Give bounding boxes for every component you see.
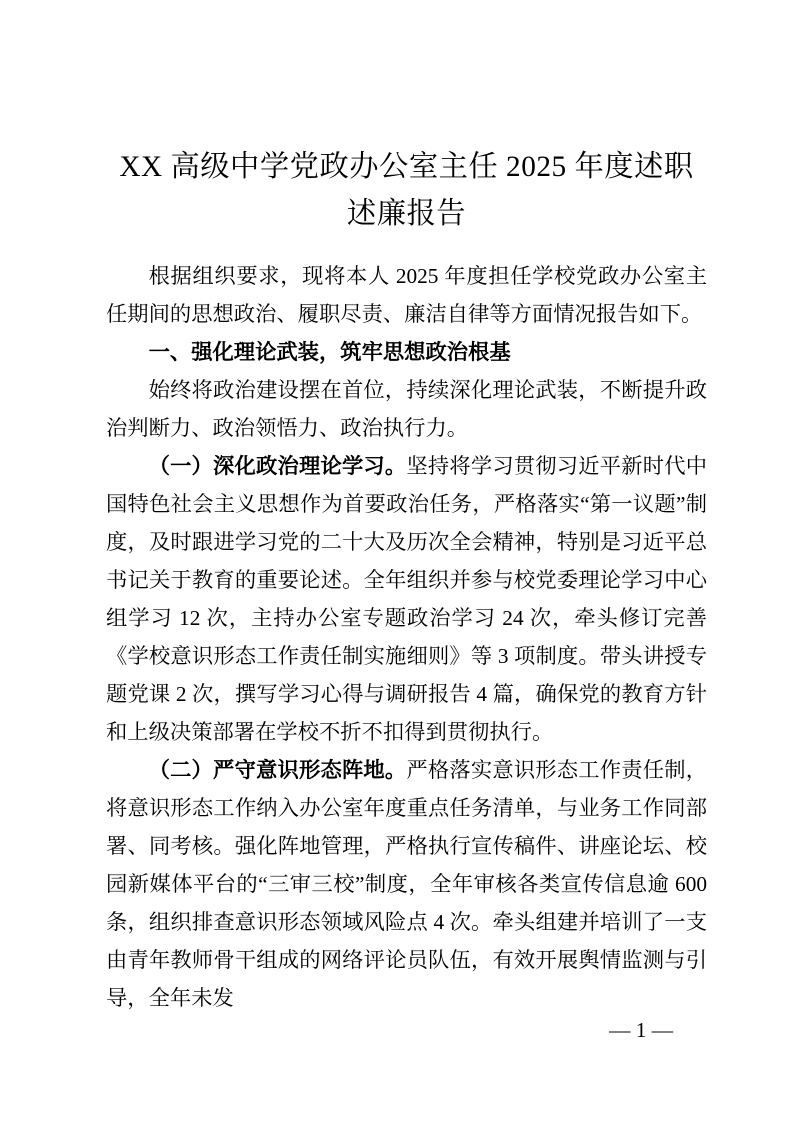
document-content [106,0,707,1017]
intro-paragraph: 根据组织要求，现将本人 2025 年度担任学校党政办公室主任期间的思想政治、履职尽责、廉洁自律等方面情况报告如下。 [106,264,707,326]
section-1-heading: 一、强化理论武装，筑牢思想政治根基 [148,340,511,364]
subsection-1-1-text: 坚持将学习贯彻习近平新时代中国特色社会主义思想作为首要政治任务，严格落实“第一议题”制度，及时跟进学习党的二十大及历次全会精神，特别是习近平总书记关于教育的重要论述。全年组织并参与校党委理论学习中心组学习 12 次，主持办公室专题政治学习 24 次，牵头修订完善《学校意识形态工作责任制实施细则》等 3 项制度。带头讲授专题党课 2 次，撰写学习心得与调研报告 4 篇，确保党的教育方针和上级决策部署在学校不折不扣得到贯彻执行。 [106,454,707,744]
subsection-1-1-paragraph [106,447,707,751]
section-1-overview-paragraph: 始终将政治建设摆在首位，持续深化理论武装，不断提升政治判断力、政治领悟力、政治执行力。 [106,378,707,440]
page-number: — 1 — [609,1018,673,1042]
subsection-1-2-lead: （二）严守意识形态阵地。 [148,758,407,782]
document-title: XX 高级中学党政办公室主任 2025 年度述职述廉报告 [119,151,694,230]
subsection-1-1-lead: （一）深化政治理论学习。 [148,454,407,478]
subsection-1-2-paragraph [106,751,707,1017]
subsection-1-2-text: 严格落实意识形态工作责任制，将意识形态工作纳入办公室年度重点任务清单，与业务工作同部署、同考核。强化阵地管理，严格执行宣传稿件、讲座论坛、校园新媒体平台的“三审三校”制度，全年审核各类宣传信息逾 600 条，组织排查意识形态领域风险点 4 次。牵头组建并培训了一支由青年教师骨干组成的网络评论员队伍，有效开展舆情监测与引导，全年未发 [106,758,707,1010]
